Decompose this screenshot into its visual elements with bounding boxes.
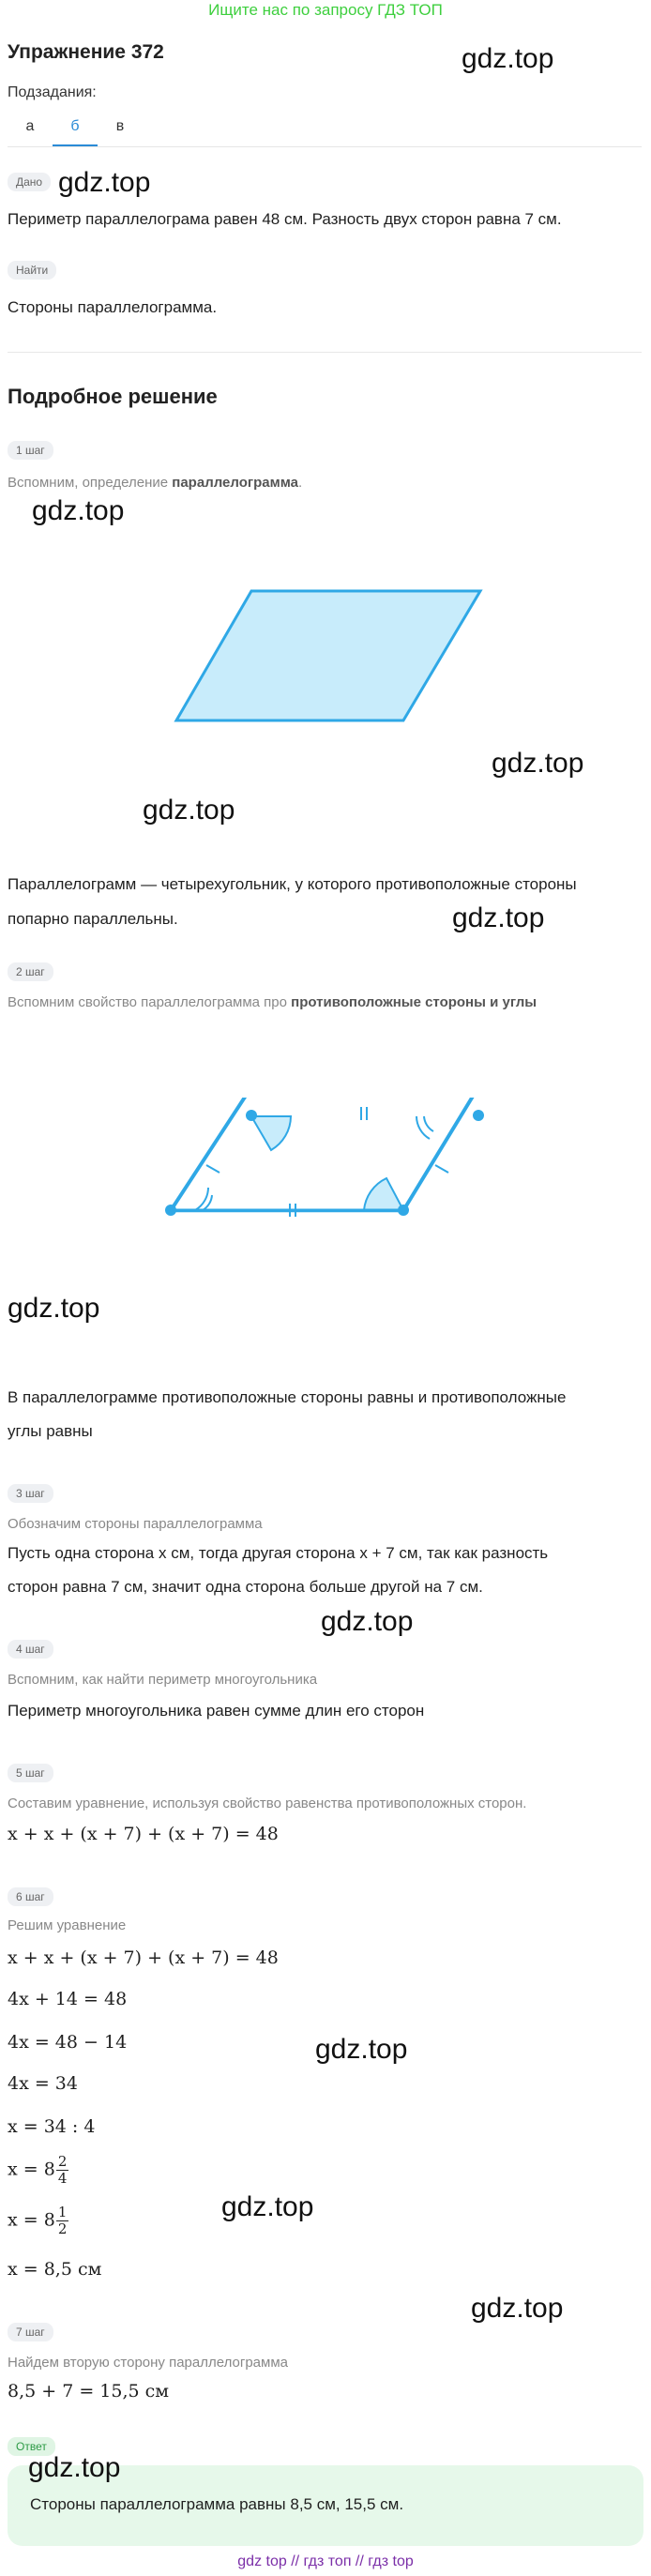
step-7-hint: Найдем вторую сторону параллелограмма	[8, 2355, 288, 2371]
watermark: gdz.top	[321, 1606, 414, 1637]
step-3-text-line-1: Пусть одна сторона x см, тогда другая сторона x + 7 см, так как разность	[8, 1544, 549, 1562]
watermark: gdz.top	[28, 2452, 121, 2483]
tabs-divider	[8, 146, 642, 147]
promo-banner[interactable]: Ищите нас по запросу ГДЗ ТОП	[208, 1, 443, 19]
answer-text: Стороны параллелограмма равны 8,5 см, 15,5 см.	[30, 2495, 404, 2513]
step-1-text-line-2: попарно параллельны.	[8, 910, 178, 928]
step-7-equation: 8,5 + 7 = 15,5 см	[8, 2381, 170, 2402]
step-4-chip: 4 шаг	[8, 1640, 53, 1659]
watermark: gdz.top	[143, 795, 235, 826]
watermark: gdz.top	[471, 2293, 564, 2324]
watermark: gdz.top	[462, 43, 554, 74]
given-text: Периметр параллелограма равен 48 см. Разность двух сторон равна 7 см.	[8, 210, 562, 228]
step-3-text-line-2: сторон равна 7 см, значит одна сторона больше другой на 7 см.	[8, 1578, 483, 1596]
step-5-chip: 5 шаг	[8, 1764, 53, 1782]
parallelogram-figure	[169, 582, 488, 732]
watermark: gdz.top	[315, 2034, 408, 2065]
step-4-hint: Вспомним, как найти периметр многоугольника	[8, 1672, 318, 1688]
watermark: gdz.top	[492, 748, 584, 779]
step-7-chip: 7 шаг	[8, 2323, 53, 2341]
tab-a[interactable]: а	[25, 118, 35, 134]
step-4-text: Периметр многоугольника равен сумме длин его сторон	[8, 1702, 425, 1720]
step-2-text-line-1: В параллелограмме противоположные стороны равны и противоположные	[8, 1388, 567, 1406]
step-2-hint: Вспомним свойство параллелограмма про противоположные стороны и углы	[8, 994, 537, 1010]
step-3-chip: 3 шаг	[8, 1484, 53, 1503]
step-3-hint: Обозначим стороны параллелограмма	[8, 1516, 263, 1532]
watermark: gdz.top	[221, 2191, 314, 2222]
page-title: Упражнение 372	[8, 41, 164, 63]
step-6-fraction-1: x = 8 $\frac{2}{4}$	[8, 2153, 68, 2187]
step-6-line-2: 4x + 14 = 48	[8, 1989, 128, 2009]
step-6-chip: 6 шаг	[8, 1887, 53, 1906]
watermark: gdz.top	[58, 167, 151, 198]
watermark: gdz.top	[8, 1293, 100, 1324]
step-1-chip: 1 шаг	[8, 441, 53, 460]
step-6-result: x = 8,5 см	[8, 2259, 102, 2280]
watermark: gdz.top	[32, 495, 125, 526]
step-5-equation: x + x + (x + 7) + (x + 7) = 48	[8, 1824, 279, 1844]
solution-title: Подробное решение	[8, 385, 218, 408]
find-chip: Найти	[8, 261, 56, 280]
step-1-text-line-1: Параллелограмм — четырехугольник, у которого противоположные стороны	[8, 875, 577, 893]
footer-links[interactable]: gdz top // гдз топ // гдз top	[237, 2553, 414, 2569]
step-6-line-5: x = 34 : 4	[8, 2116, 96, 2137]
answer-chip: Ответ	[8, 2437, 55, 2456]
parallelogram-angles-figure	[159, 1098, 488, 1248]
step-2-text-line-2: углы равны	[8, 1422, 93, 1440]
step-2-chip: 2 шаг	[8, 962, 53, 981]
step-6-line-1: x + x + (x + 7) + (x + 7) = 48	[8, 1947, 279, 1968]
subtasks-label: Подзадания:	[8, 84, 97, 100]
find-text: Стороны параллелограмма.	[8, 298, 218, 316]
given-chip: Дано	[8, 173, 51, 191]
step-6-hint: Решим уравнение	[8, 1917, 127, 1933]
section-divider	[8, 352, 642, 353]
step-5-hint: Составим уравнение, используя свойство равенства противоположных сторон.	[8, 1796, 527, 1811]
subtask-tabs	[8, 111, 143, 146]
watermark: gdz.top	[452, 902, 545, 933]
step-6-line-4: 4x = 34	[8, 2073, 78, 2094]
tab-v[interactable]: в	[115, 118, 125, 134]
step-1-hint: Вспомним, определение параллелограмма.	[8, 475, 303, 491]
tab-b[interactable]: б	[53, 111, 98, 146]
step-6-line-3: 4x = 48 − 14	[8, 2032, 128, 2053]
step-6-fraction-2: x = 8 $\frac{1}{2}$	[8, 2204, 68, 2237]
